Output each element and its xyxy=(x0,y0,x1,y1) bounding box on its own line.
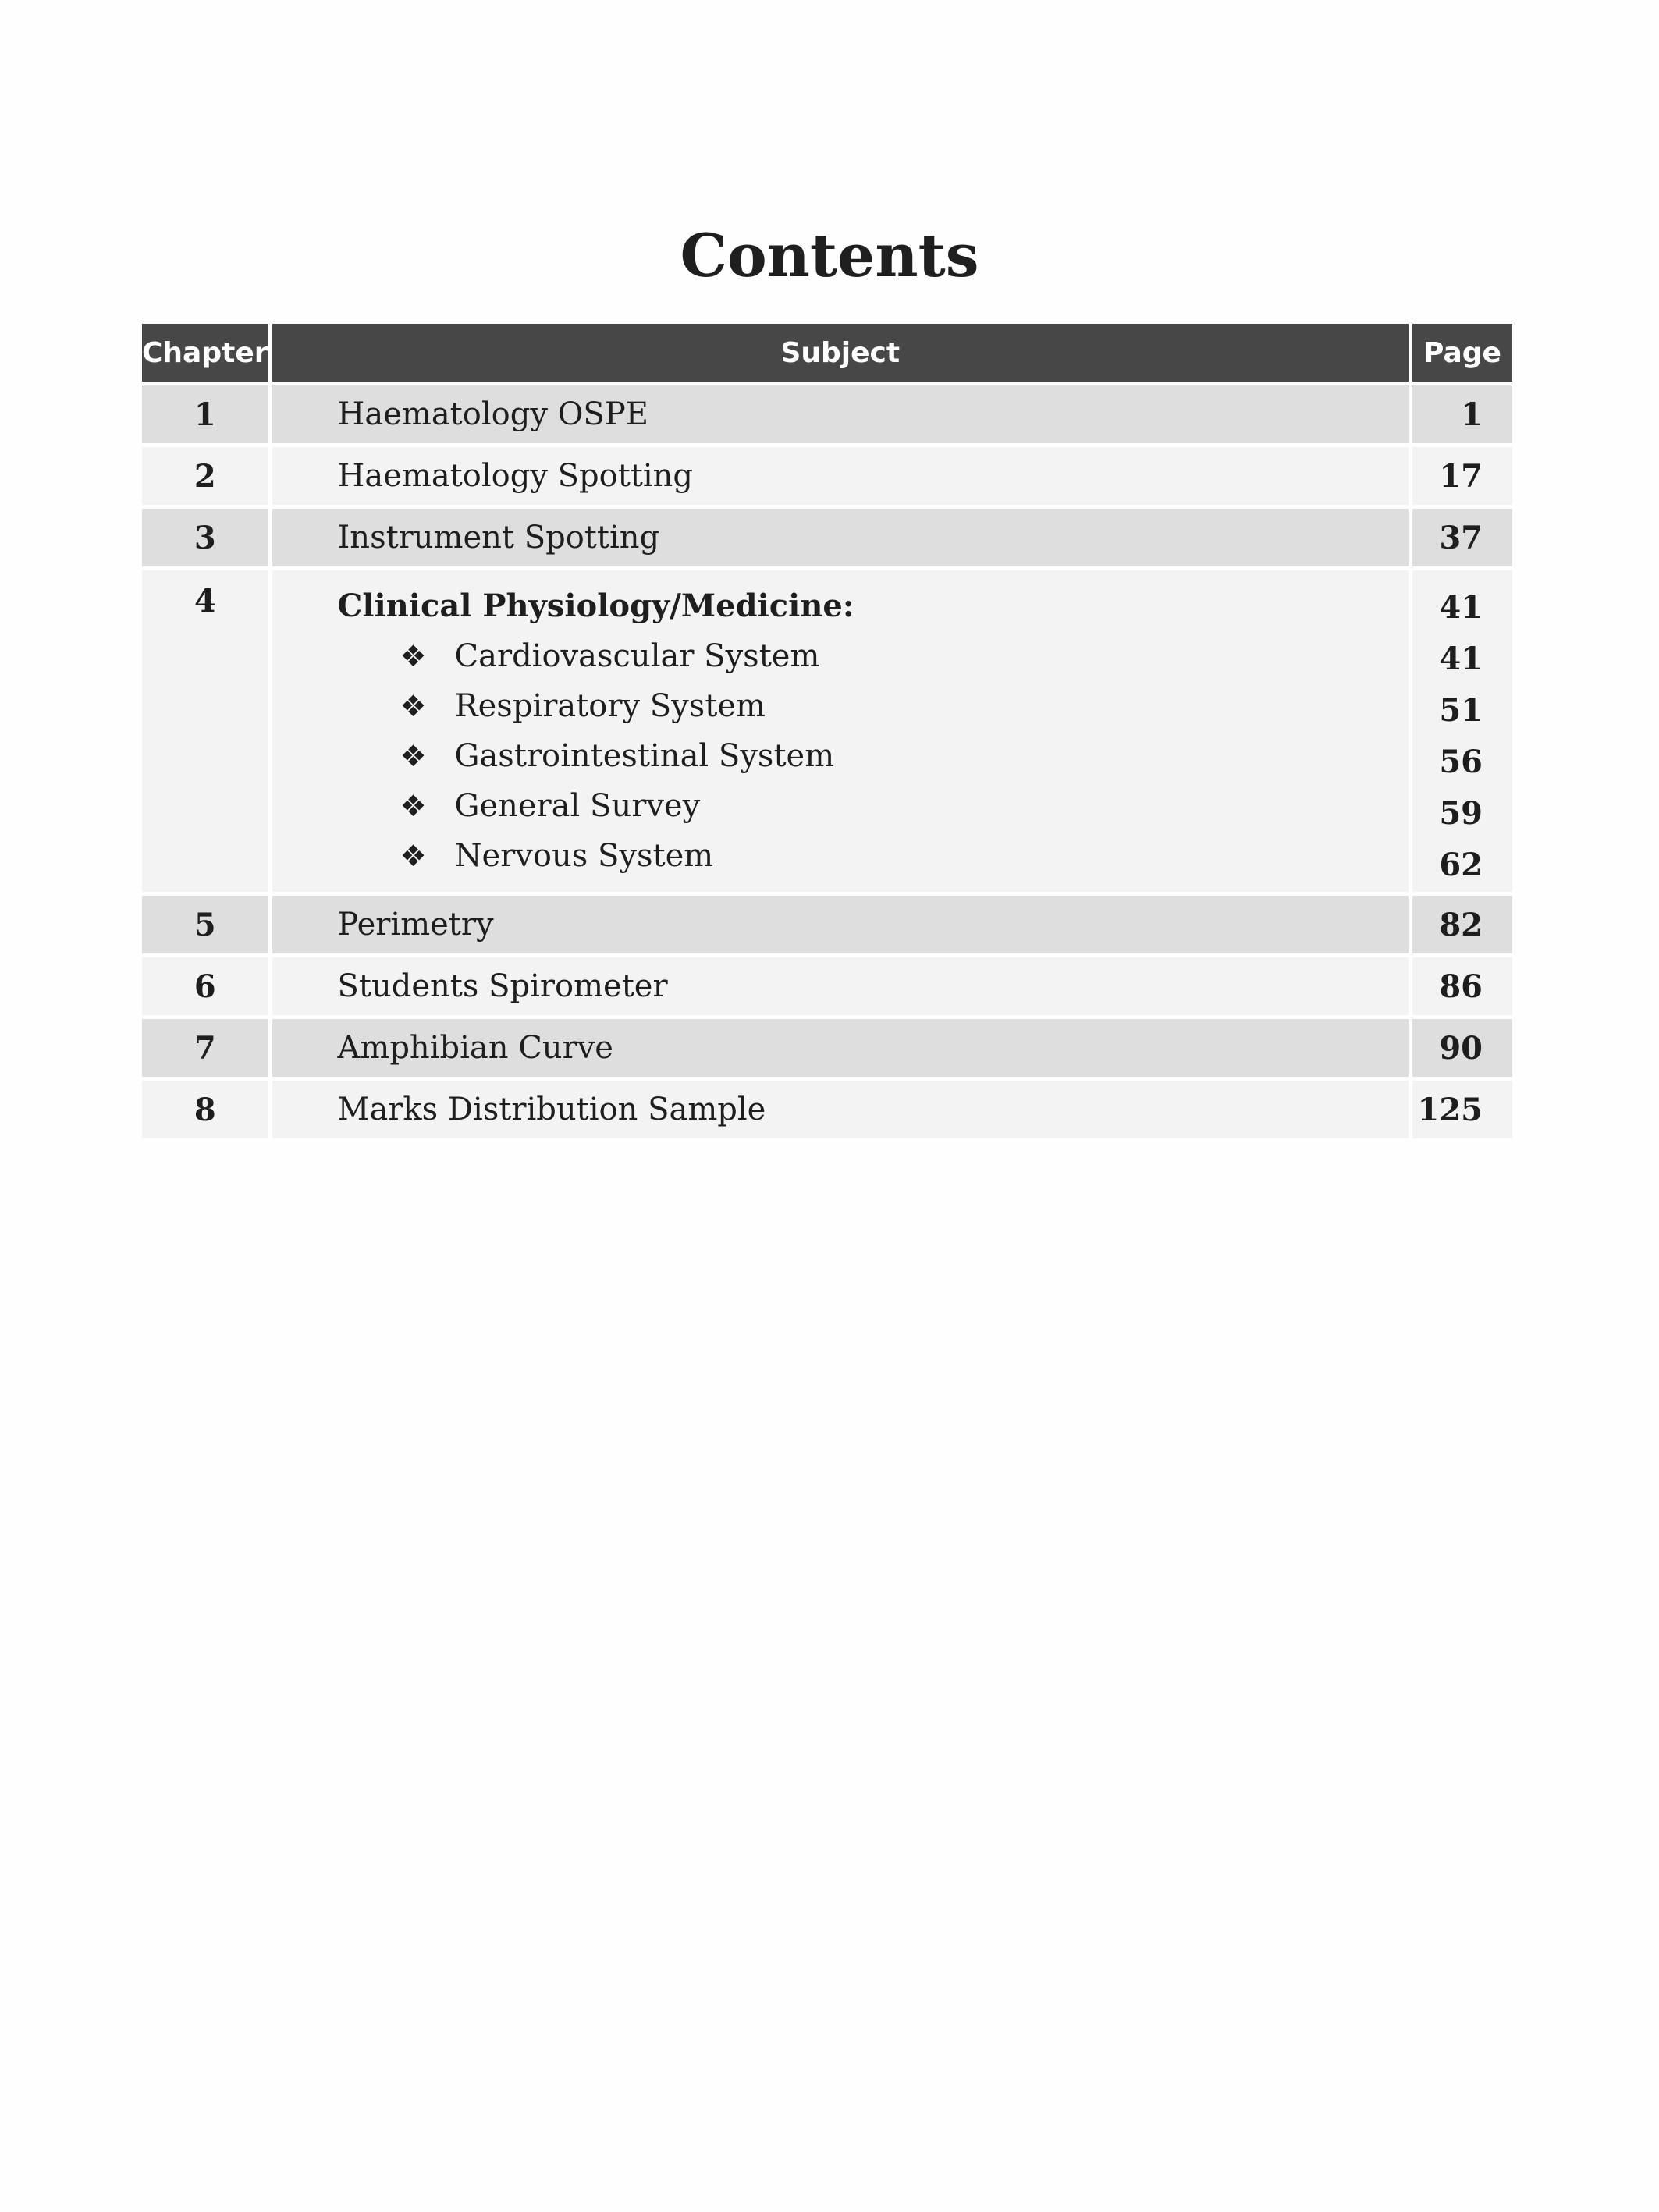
page-number: 37 xyxy=(1412,509,1512,566)
page-number: 125 xyxy=(1412,1081,1512,1138)
sub-item xyxy=(338,681,1409,731)
page-number: 51 xyxy=(1439,692,1483,729)
chapter-subject-group xyxy=(272,570,1409,892)
chapter-number: 8 xyxy=(142,1081,268,1138)
page-number: 1 xyxy=(1412,385,1512,443)
table-row xyxy=(142,570,1512,892)
subject-column-header: Subject xyxy=(272,324,1409,382)
chapter-subject: Students Spirometer xyxy=(272,957,1409,1015)
diamond-bullet-icon: ❖ xyxy=(400,639,427,673)
sub-item-label: Nervous System xyxy=(454,838,714,874)
table-row xyxy=(142,385,1512,443)
table-row xyxy=(142,957,1512,1015)
sub-item xyxy=(338,631,1409,681)
diamond-bullet-icon: ❖ xyxy=(400,789,427,823)
sub-item xyxy=(338,781,1409,831)
chapter-subject: Perimetry xyxy=(272,896,1409,953)
table-header-row xyxy=(142,324,1512,382)
sub-item-label: Cardiovascular System xyxy=(454,638,820,674)
chapter-number: 7 xyxy=(142,1019,268,1077)
chapter-subject: Marks Distribution Sample xyxy=(272,1081,1409,1138)
page-number: 90 xyxy=(1412,1019,1512,1077)
page-number: 82 xyxy=(1412,896,1512,953)
table-row xyxy=(142,896,1512,953)
page-number: 86 xyxy=(1412,957,1512,1015)
page-title: Contents xyxy=(680,221,979,290)
chapter-subject: Amphibian Curve xyxy=(272,1019,1409,1077)
page-column-header: Page xyxy=(1412,324,1512,382)
table-row xyxy=(142,1081,1512,1138)
chapter-number: 3 xyxy=(142,509,268,566)
chapter-subject: Instrument Spotting xyxy=(272,509,1409,566)
page-number: 17 xyxy=(1412,447,1512,505)
sub-item xyxy=(338,831,1409,881)
chapter-subject: Haematology OSPE xyxy=(272,385,1409,443)
chapter-number: 6 xyxy=(142,957,268,1015)
sub-item-label: Respiratory System xyxy=(454,688,766,724)
chapter-column-header: Chapter xyxy=(142,324,268,382)
chapter-number: 1 xyxy=(142,385,268,443)
sub-item xyxy=(338,731,1409,781)
table-row xyxy=(142,509,1512,566)
chapter-number: 5 xyxy=(142,896,268,953)
diamond-bullet-icon: ❖ xyxy=(400,739,427,773)
sub-item-label: Gastrointestinal System xyxy=(454,738,835,774)
table-row xyxy=(142,1019,1512,1077)
page-number: 56 xyxy=(1439,744,1483,780)
section-heading: Clinical Physiology/Medicine: xyxy=(337,588,854,624)
page-number: 59 xyxy=(1439,795,1483,832)
page-number-group xyxy=(1412,570,1512,892)
table-row xyxy=(142,447,1512,505)
chapter-number: 2 xyxy=(142,447,268,505)
chapter-number: 4 xyxy=(142,570,268,892)
page-number: 41 xyxy=(1439,589,1483,626)
contents-table xyxy=(138,320,1516,1142)
diamond-bullet-icon: ❖ xyxy=(400,839,427,873)
diamond-bullet-icon: ❖ xyxy=(400,689,427,723)
page-number: 41 xyxy=(1439,641,1483,677)
sub-item-label: General Survey xyxy=(454,788,701,824)
chapter-subject: Haematology Spotting xyxy=(272,447,1409,505)
page-number: 62 xyxy=(1439,847,1483,883)
